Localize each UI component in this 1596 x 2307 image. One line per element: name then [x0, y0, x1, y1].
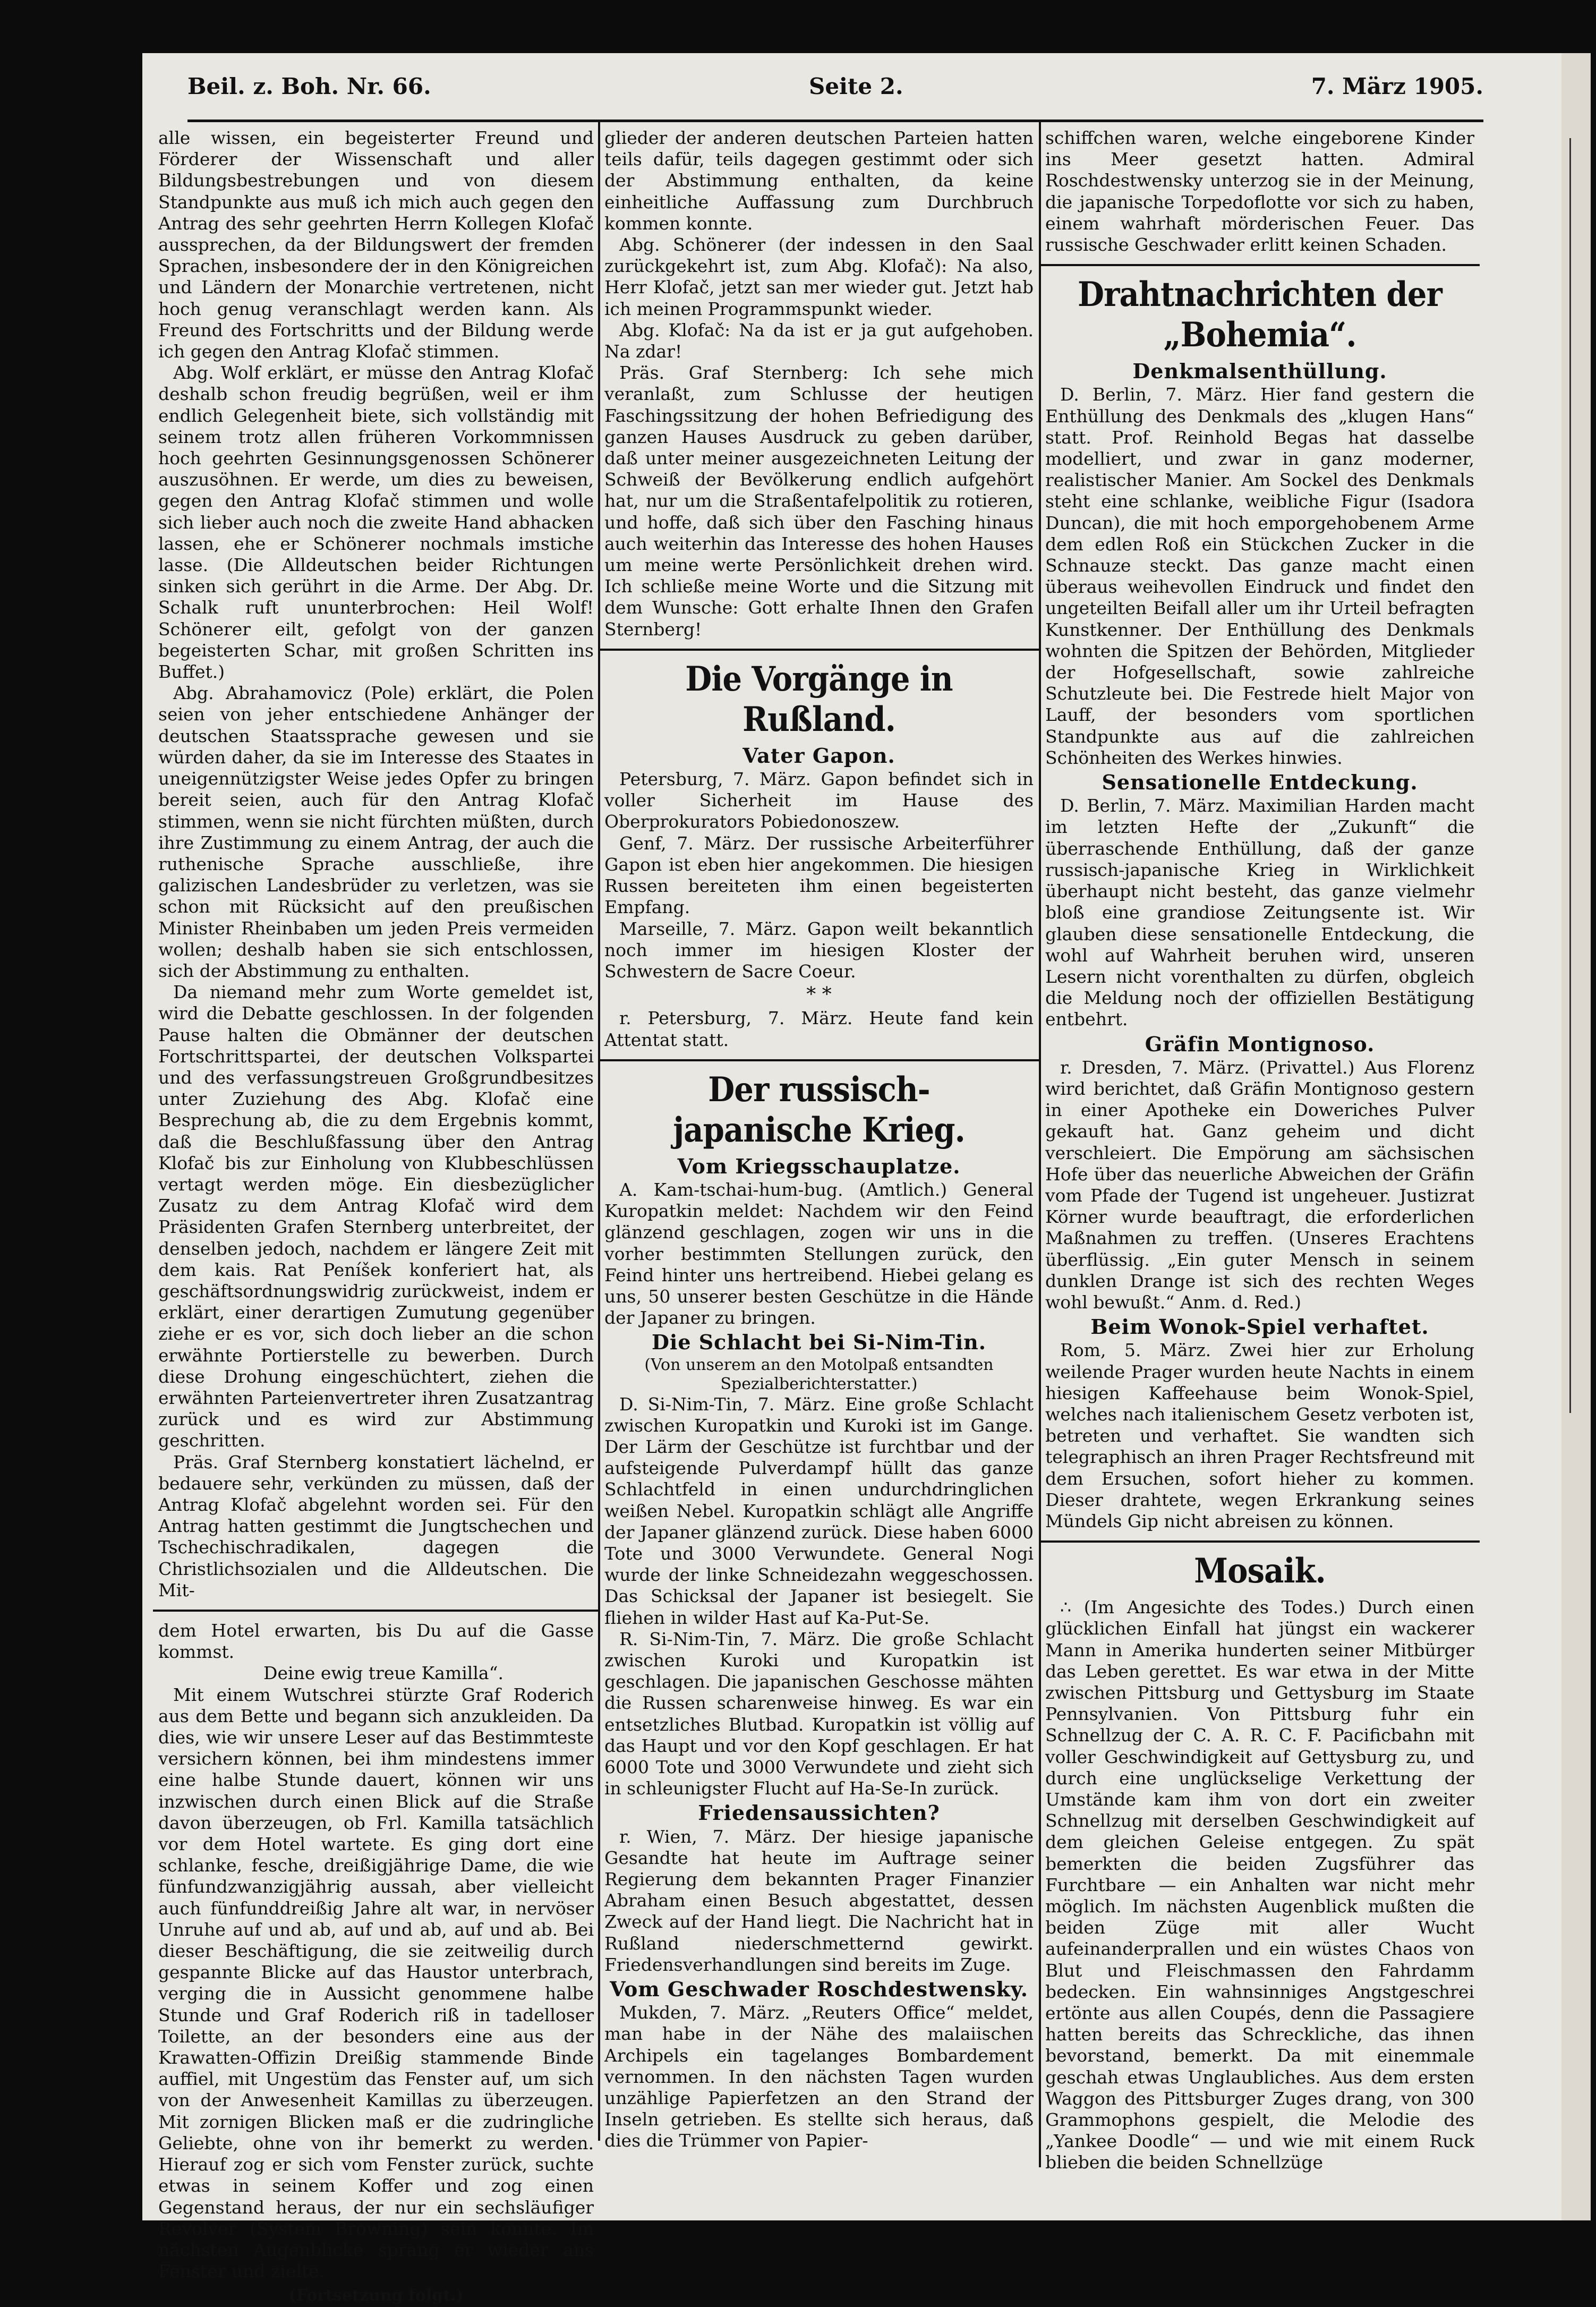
- paragraph: A. Kam-tschai-hum-bug. (Amtlich.) General Kuropatkin meldet: Nachdem wir den Feind glänzend geschlagen, zogen wir uns in die vorher bestimmten Stellungen zurück, den Feind hinter uns hertreibend. Hiebei gelang es uns, 50 unserer besten Geschütze in die Hände der Japaner zu bringen.: [604, 1179, 1034, 1329]
- paragraph: Rom, 5. März. Zwei hier zur Erholung weilende Prager wurden heute Nachts in einem hiesigen Kaffeehause beim Wonok-Spiel, welches nach italienischem Gesetz verboten ist, betreten und verhaftet. Sie wandten sich telegraphisch an ihren Prager Rechtsfreund mit dem Ersuchen, sofort hieher zu kommen. Dieser drahtete, wegen Erkrankung seines Mündels Gip nicht abreisen zu können.: [1045, 1340, 1474, 1531]
- column-2: [604, 127, 1034, 2162]
- paragraph: glieder der anderen deutschen Parteien hatten teils dafür, teils dagegen gestimmt oder sich der Abstimmung enthalten, da keine einheitliche Auffassung zum Durchbruch kommen konnte.: [604, 127, 1034, 234]
- subheading: Vom Kriegsschauplatze.: [677, 1154, 961, 1178]
- subheading: Die Schlacht bei Si-Nim-Tin.: [651, 1330, 987, 1355]
- paragraph: ∴ (Im Angesichte des Todes.) Durch einen glücklichen Einfall hat jüngst ein wackerer Mann in Amerika hunderten seiner Mitbürger das Leben gerettet. Es war etwa in der Mitte zwischen Pittsburg und Gettysburg im Staate Pennsylvanien. Von Pittsburg fuhr ein Schnellzug der C. A. R. C. F. Pacificbahn mit voller Geschwindigkeit auf Gettysburg zu, und durch eine unglückselige Verkettung der Umstände kam ihm von dort ein zweiter Schnellzug mit derselben Geschwindigkeit auf dem gleichen Geleise entgegen. Zu spät bemerkten die beiden Zugsführer das Furchtbare — ein Anhalten war nicht mehr möglich. Im nächsten Augenblick mußten die beiden Züge mit aller Wucht aufeinanderprallen und ein wüstes Chaos von Blut und Fleischmassen den Fahrdamm bedecken. Ein wahnsinniges Angstgeschrei ertönte aus allen Coupés, denn die Passagiere hatten bereits das Schreckliche, das ihnen bevorstand, bemerkt. Da mit einemmale geschah etwas Unglaubliches. Aus dem ersten Waggon des Pittsburger Zuges drang, von 300 Grammophons gespielt, die Melodie des „Yankee Doodle“ — und wie mit einem Ruck blieben die beiden Schnellzüge: [1045, 1597, 1474, 2173]
- section-heading: Mosaik.: [1194, 1551, 1326, 1591]
- header-issue: Beil. z. Boh. Nr. 66.: [187, 73, 431, 99]
- paragraph: r. Dresden, 7. März. (Privattel.) Aus Florenz wird berichtet, daß Gräfin Montignoso gestern in einer Apotheke ein Doweriches Pulver gekauft hat. Ganz geheim und dicht verschleiert. Die Empörung am sächsischen Hofe über das neuerliche Abweichen der Gräfin vom Pfade der Tugend ist ungeheuer. Justizrat Körner wurde beauftragt, die erforderlichen Maßnahmen zu treffen. (Unseres Erachtens überflüssig. „Ein guter Mensch in seinem dunklen Drange ist sich des rechten Weges wohl bewußt.“ Anm. d. Red.): [1045, 1057, 1474, 1313]
- paragraph: Da niemand mehr zum Worte gemeldet ist, wird die Debatte geschlossen. In der folgenden Pause halten die Obmänner der deutschen Fortschrittspartei, der deutschen Volkspartei und des verfassungstreuen Großgrundbesitzes unter Zuziehung des Abg. Klofač eine Besprechung ab, die zu dem Ergebnis kommt, daß die Beschlußfassung über den Antrag Klofač bis zur Einholung von Klubbeschlüssen vertagt werden möge. Ein diesbezüglicher Zusatz zu dem Antrag Klofač wird dem Präsidenten Grafen Sternberg unterbreitet, der denselben jedoch, nachdem er längere Zeit mit dem kais. Rat Peníšek konferiert hat, als geschäftsordnungswidrig zurückweist, indem er erklärt, einer derartigen Zumutung gegenüber ziehe er es vor, sich doch lieber an die schon erwähnte Portierstelle zu bewerben. Durch diese Drohung eingeschüchtert, ziehen die erwähnten Parteienvertreter ihren Zusatzantrag zurück und es wird zur Abstimmung geschritten.: [158, 982, 594, 1451]
- paragraph: Mit einem Wutschrei stürzte Graf Roderich aus dem Bette und begann sich anzukleiden. Da dies, wie wir unsere Leser auf das Bestimmteste versichern können, bei ihm mindestens immer eine halbe Stunde dauert, können wir uns inzwischen durch einen Blick auf die Straße davon überzeugen, ob Frl. Kamilla tatsächlich vor dem Hotel wartete. Es ging dort eine schlanke, fesche, dreißigjährige Dame, die wie fünfundzwanzigjährig aussah, aber vielleicht auch fünfunddreißig Jahre alt war, in nervöser Unruhe auf und ab, auf und ab, auf und ab. Bei dieser Beschäftigung, die sie zeitweilig durch gespannte Blicke auf das Haustor unterbrach, verging die in Aussicht genommene halbe Stunde und Graf Roderich riß in tadelloser Toilette, an der besonders eine aus der Krawatten-Offizin Dreißig stammende Binde auffiel, mit Ungestüm das Fenster auf, um sich von der Anwesenheit Kamillas zu überzeugen. Mit zornigen Blicken maß er die zudringliche Geliebte, ohne von ihr bemerkt zu werden. Hierauf zog er sich vom Fenster zurück, suchte etwas in seinem Koffer und zog einen Gegenstand heraus, der nur ein sechsläufiger Revolver (System Browning) sein konnte. Im nächsten Augenblicke sprang er wieder ans Fenster und zielte.: [158, 1684, 594, 2282]
- newspaper-page: [142, 53, 1561, 2305]
- paragraph: Präs. Graf Sternberg: Ich sehe mich veranlaßt, zum Schlusse der heutigen Faschingssitzung der hohen Befriedigung des ganzen Hauses Ausdruck zu geben darüber, daß unter meiner ausgezeichneten Leitung der Schweiß der Bevölkerung endlich aufgehört hat, nur um die Straßentafelpolitik zu rotieren, und hoffe, daß sich über den Fasching hinaus auch weiterhin das Interesse des hohen Hauses um meine werte Persönlichkeit drehen wird. Ich schließe meine Worte und die Sitzung mit dem Wunsche: Gott erhalte Ihnen den Grafen Sternberg!: [604, 362, 1034, 640]
- column-rule-1: [598, 122, 600, 2141]
- subheading: Gräfin Montignoso.: [1145, 1032, 1375, 1056]
- header-rule: [187, 120, 1483, 122]
- paragraph: Mukden, 7. März. „Reuters Office“ meldet, man habe in der Nähe des malaiischen Archipels ein tagelanges Bombardement vernommen. In den nächsten Tagen wurden unzählige Papierfetzen an den Strand der Inseln getrieben. Es stellte sich heraus, daß dies die Trümmer von Papier-: [604, 2002, 1034, 2151]
- paragraph: D. Berlin, 7. März. Hier fand gestern die Enthüllung des Denkmals des „klugen Hans“ statt. Prof. Reinhold Begas hat dasselbe modelliert, und zwar in ganz moderner, realistischer Manier. Am Sockel des Denkmals steht eine schlanke, weibliche Figur (Isadora Duncan), die mit hoch emporgehobenem Arme dem edlen Roß ein Stückchen Zucker in die Schnauze steckt. Das ganze macht einen überaus weihevollen Eindruck und findet den ungeteilten Beifall aller um ihr Urteil befragten Kunstkenner. Der Enthüllung des Denkmals wohnten die Spitzen der Behörden, Mitglieder der Hofgesellschaft, sowie zahlreiche Schutzleute bei. Die Festrede hielt Major von Lauff, der besonders vom sportlichen Standpunkte aus auf die zahlreichen Schönheiten des Werkes hinwies.: [1045, 384, 1474, 768]
- section-divider: [1040, 1540, 1480, 1543]
- section-divider: [599, 649, 1039, 651]
- subheading: Vom Geschwader Roschdestwensky.: [610, 1977, 1028, 2002]
- column-3: [1045, 127, 1474, 2173]
- subheading: Friedensaussichten?: [698, 1801, 940, 1825]
- paragraph: r. Petersburg, 7. März. Heute fand kein Attentat statt.: [604, 1008, 1034, 1050]
- byline-note: (Von unserem an den Motolpaß entsandten Spezialberichterstatter.): [644, 1355, 994, 1393]
- paragraph: Abg. Klofač: Na da ist er ja gut aufgehoben. Na zdar!: [604, 319, 1034, 362]
- paragraph: Petersburg, 7. März. Gapon befindet sich in voller Sicherheit im Hause des Oberprokurators Pobiedonoszew.: [604, 769, 1034, 832]
- column-1: [158, 127, 594, 2305]
- paragraph: Marseille, 7. März. Gapon weilt bekanntlich noch immer im hiesigen Kloster der Schwestern de Sacre Coeur.: [604, 918, 1034, 982]
- section-divider: [1040, 264, 1480, 266]
- section-divider: [153, 1610, 599, 1612]
- continuation-note: (Fortsetzung folgt.): [288, 2286, 464, 2305]
- paragraph: schiffchen waren, welche eingeborene Kinder ins Meer gesetzt hatten. Admiral Roschdestwensky unterzog sie in der Meinung, die japanische Torpedoflotte vor sich zu haben, einem wahrhaft mörderischen Feuer. Das russische Geschwader erlitt keinen Schaden.: [1045, 127, 1474, 256]
- signature-line: Deine ewig treue Kamilla“.: [263, 1663, 503, 1684]
- paragraph: R. Si-Nim-Tin, 7. März. Die große Schlacht zwischen Kuroki und Kuropatkin ist geschlagen. Die japanischen Geschosse mähten die Russen scharenweise hinweg. Es war ein entsetzliches Blutbad. Kuropatkin ist völlig auf das Haupt und vor den Kopf geschlagen. Er hat 6000 Tote und 3000 Verwundete und zieht sich in schleunigster Flucht auf Ha-Se-In zurück.: [604, 1628, 1034, 1799]
- header-page-number: Seite 2.: [809, 73, 903, 99]
- paragraph: r. Wien, 7. März. Der hiesige japanische Gesandte hat heute im Auftrage seiner Regierung dem bekannten Prager Finanzier Abraham einen Besuch abgestattet, dessen Zweck auf der Hand liegt. Die Nachricht hat in Rußland niederschmetternd gewirkt. Friedensverhandlungen sind bereits im Zuge.: [604, 1826, 1034, 1975]
- paragraph: Abg. Abrahamovicz (Pole) erklärt, die Polen seien von jeher entschiedene Anhänger der deutschen Staatssprache gewesen und sie würden daher, da sie im Interesse des Staates in uneigennützigster Weise jedes Opfer zu bringen bereit seien, auch für den Antrag Klofač stimmen, wenn sie nicht fürchten müßten, durch ihre Zustimmung zu einem Antrag, der auch die ruthenische Sprache ausschließe, ihre galizischen Landesbrüder zu verletzen, was sie schon mit Rücksicht auf den preußischen Minister Rheinbaben um jeden Preis vermeiden wollen; deshalb haben sie sich entschlossen, sich der Abstimmung zu enthalten.: [158, 683, 594, 981]
- paragraph: alle wissen, ein begeisterter Freund und Förderer der Wissenschaft und aller Bildungsbestrebungen und von diesem Standpunkte aus muß ich mich auch gegen den Antrag des sehr geehrten Herrn Kollegen Klofač aussprechen, da der Bildungswert der fremden Sprachen, insbesondere der in den Königreichen und Ländern der Monarchie vertretenen, nicht hoch genug veranschlagt werden kann. Als Freund des Fortschritts und der Bildung werde ich gegen den Antrag Klofač stimmen.: [158, 127, 594, 362]
- section-heading: Der russisch-japanische Krieg.: [673, 1069, 965, 1150]
- paragraph: Präs. Graf Sternberg konstatiert lächelnd, er bedauere sehr, verkünden zu müssen, daß der Antrag Klofač abgelehnt worden sei. Für den Antrag hatten gestimmt die Jungtschechen und Tschechischradikalen, dagegen die Christlichsozialen und die Alldeutschen. Die Mit-: [158, 1451, 594, 1601]
- paragraph: dem Hotel erwarten, bis Du auf die Gasse kommst.: [158, 1620, 594, 1663]
- subheading: Sensationelle Entdeckung.: [1102, 770, 1418, 795]
- asterisk-divider: * *: [806, 984, 832, 1006]
- subheading: Beim Wonok-Spiel verhaftet.: [1090, 1315, 1429, 1339]
- paragraph: Genf, 7. März. Der russische Arbeiterführer Gapon ist eben hier angekommen. Die hiesigen Russen bereiteten ihm einen begeisterten Empfang.: [604, 832, 1034, 918]
- column-rule-2: [1039, 122, 1041, 2167]
- subheading: Vater Gapon.: [742, 743, 895, 768]
- paragraph: Abg. Schönerer (der indessen in den Saal zurückgekehrt ist, zum Abg. Klofač): Na also, Herr Klofač, jetzt san mer wieder gut. Jetzt hab ich meinen Programmspunkt wieder.: [604, 234, 1034, 319]
- page-header: [187, 73, 1483, 113]
- section-heading: Die Vorgänge in Rußland.: [685, 659, 953, 739]
- section-divider: [599, 1059, 1039, 1061]
- adjacent-page-text-strip: [1569, 138, 1587, 1413]
- paragraph: D. Si-Nim-Tin, 7. März. Eine große Schlacht zwischen Kuropatkin und Kuroki ist im Gange. Der Lärm der Geschütze ist furchtbar und der aufsteigende Pulverdampf hüllt das ganze Schlachtfeld in einen undurchdringlichen weißen Nebel. Kuropatkin schlägt alle Angriffe der Japaner glänzend zurück. Diese haben 6000 Tote und 3000 Verwundete. General Nogi wurde der linke Schneidezahn weggeschossen. Das Schicksal der Japaner ist besiegelt. Sie fliehen in wilder Hast auf Ka-Put-Se.: [604, 1393, 1034, 1628]
- section-heading: Drahtnachrichten der „Bohemia“.: [1078, 275, 1442, 355]
- paragraph: Abg. Wolf erklärt, er müsse den Antrag Klofač deshalb schon freudig begrüßen, weil er ihm endlich Gelegenheit biete, sich vollständig mit seinem trotz allen früheren Vorkommnissen hoch geehrten Gesinnungsgenossen Schönerer auszusöhnen. Er werde, um dies zu beweisen, gegen den Antrag Klofač stimmen und wolle sich lieber auch noch die zweite Hand abhacken lassen, ehe er Schönerer nochmals imstiche lasse. (Die Alldeutschen beider Richtungen sinken sich gerührt in die Arme. Der Abg. Dr. Schalk ruft ununterbrochen: Heil Wolf! Schönerer eilt, gefolgt von der ganzen begeisterten Schar, mit großen Schritten ins Buffet.): [158, 362, 594, 683]
- paragraph: D. Berlin, 7. März. Maximilian Harden macht im letzten Hefte der „Zukunft“ die überraschende Enthüllung, daß der ganze russisch-japanische Krieg in Wirklichkeit überhaupt nicht besteht, das ganze vielmehr bloß eine grandiose Zeitungsente ist. Wir glauben diese sensationelle Entdeckung, die wohl auf Wahrheit beruhen wird, unseren Lesern nicht vorenthalten zu dürfen, obgleich die Meldung noch der offiziellen Bestätigung entbehrt.: [1045, 795, 1474, 1030]
- header-date: 7. März 1905.: [1311, 73, 1483, 99]
- subheading: Denkmalsenthüllung.: [1132, 359, 1387, 384]
